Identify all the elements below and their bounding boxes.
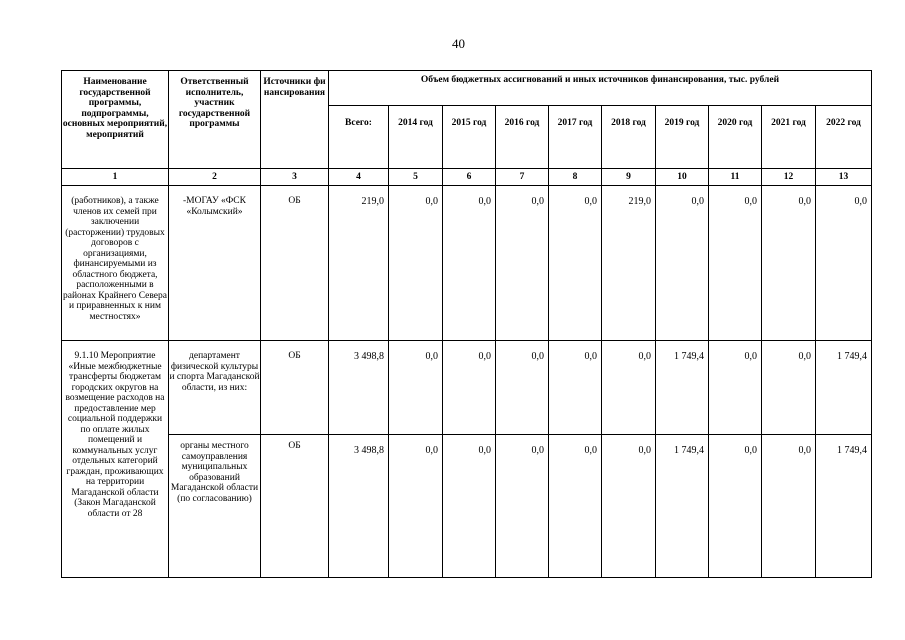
event-sub-1-value-8: 0,0 — [708, 340, 762, 435]
row-1-value-1: 219,0 — [328, 185, 389, 341]
column-number-3: 3 — [260, 168, 329, 186]
row-1-value-3: 0,0 — [442, 185, 496, 341]
event-sub-1-value-6: 0,0 — [601, 340, 656, 435]
event-sub-1-value-3: 0,0 — [442, 340, 496, 435]
header-year-1: 2014 год — [388, 105, 443, 169]
row-1-value-4: 0,0 — [495, 185, 549, 341]
column-number-4: 4 — [328, 168, 389, 186]
header-budget-group: Объем бюджетных ассигнований и иных источников финансирования, тыс. рублей — [328, 70, 872, 106]
event-sub-1-value-5: 0,0 — [548, 340, 602, 435]
header-total: Всего: — [328, 105, 389, 169]
row-1-value-10: 0,0 — [815, 185, 872, 341]
header-name: Наименование государственной программы, подпрограммы, основных мероприятий, мероприятий — [61, 70, 169, 169]
event-sub-2-value-9: 0,0 — [761, 434, 816, 578]
column-number-7: 7 — [495, 168, 549, 186]
row-1-value-5: 0,0 — [548, 185, 602, 341]
page-number: 40 — [452, 36, 465, 51]
column-number-13: 13 — [815, 168, 872, 186]
event-sub-2-value-4: 0,0 — [495, 434, 549, 578]
row-1-value-7: 0,0 — [655, 185, 709, 341]
header-year-8: 2021 год — [761, 105, 816, 169]
event-sub-1-executor: департамент физической культуры и спорта Магаданской области, из них: — [168, 340, 261, 435]
event-sub-1-source: ОБ — [260, 340, 329, 435]
column-number-1: 1 — [61, 168, 169, 186]
event-name: 9.1.10 Мероприятие «Иные межбюджетные трансферты бюджетам городских округов на возмещение расходов на предоставление мер социальной поддержки по оплате жилых помещений и коммунальных услуг отдельных категорий граждан, проживающих на территории Магаданской области (Закон Магаданской области от 28 — [61, 340, 169, 578]
event-sub-2-value-10: 1 749,4 — [815, 434, 872, 578]
event-sub-2-value-8: 0,0 — [708, 434, 762, 578]
header-executor: Ответственный исполнитель, участник государственной программы — [168, 70, 261, 169]
event-sub-2-executor: органы местного самоуправления муниципальных образований Магаданской области (по согласованию) — [168, 434, 261, 578]
header-year-6: 2019 год — [655, 105, 709, 169]
header-year-5: 2018 год — [601, 105, 656, 169]
event-sub-2-value-3: 0,0 — [442, 434, 496, 578]
budget-table — [61, 70, 872, 578]
event-sub-1-value-2: 0,0 — [388, 340, 443, 435]
event-sub-2-value-6: 0,0 — [601, 434, 656, 578]
column-number-10: 10 — [655, 168, 709, 186]
row-1-value-9: 0,0 — [761, 185, 816, 341]
row-1-value-2: 0,0 — [388, 185, 443, 341]
row-1-value-6: 219,0 — [601, 185, 656, 341]
row-1-value-8: 0,0 — [708, 185, 762, 341]
column-number-12: 12 — [761, 168, 816, 186]
header-year-4: 2017 год — [548, 105, 602, 169]
column-number-11: 11 — [708, 168, 762, 186]
header-year-9: 2022 год — [815, 105, 872, 169]
event-sub-2-source: ОБ — [260, 434, 329, 578]
event-sub-1-value-7: 1 749,4 — [655, 340, 709, 435]
header-year-2: 2015 год — [442, 105, 496, 169]
event-sub-2-value-2: 0,0 — [388, 434, 443, 578]
event-sub-2-value-5: 0,0 — [548, 434, 602, 578]
event-sub-1-value-1: 3 498,8 — [328, 340, 389, 435]
column-number-8: 8 — [548, 168, 602, 186]
event-sub-2-value-7: 1 749,4 — [655, 434, 709, 578]
row-1-name: (работников), а также членов их семей при заключении (расторжении) трудовых договоров с организациями, финансируемыми из областного бюджета, расположенными в районах Крайнего Севера и приравненных к ним местностях» — [61, 185, 169, 341]
header-year-3: 2016 год — [495, 105, 549, 169]
column-number-9: 9 — [601, 168, 656, 186]
event-sub-1-value-4: 0,0 — [495, 340, 549, 435]
row-1-source: ОБ — [260, 185, 329, 341]
row-1-executor: -МОГАУ «ФСК «Колымский» — [168, 185, 261, 341]
event-sub-2-value-1: 3 498,8 — [328, 434, 389, 578]
header-year-7: 2020 год — [708, 105, 762, 169]
event-sub-1-value-10: 1 749,4 — [815, 340, 872, 435]
column-number-5: 5 — [388, 168, 443, 186]
column-number-6: 6 — [442, 168, 496, 186]
column-number-2: 2 — [168, 168, 261, 186]
event-sub-1-value-9: 0,0 — [761, 340, 816, 435]
header-sources: Источники финансирования — [260, 70, 329, 169]
